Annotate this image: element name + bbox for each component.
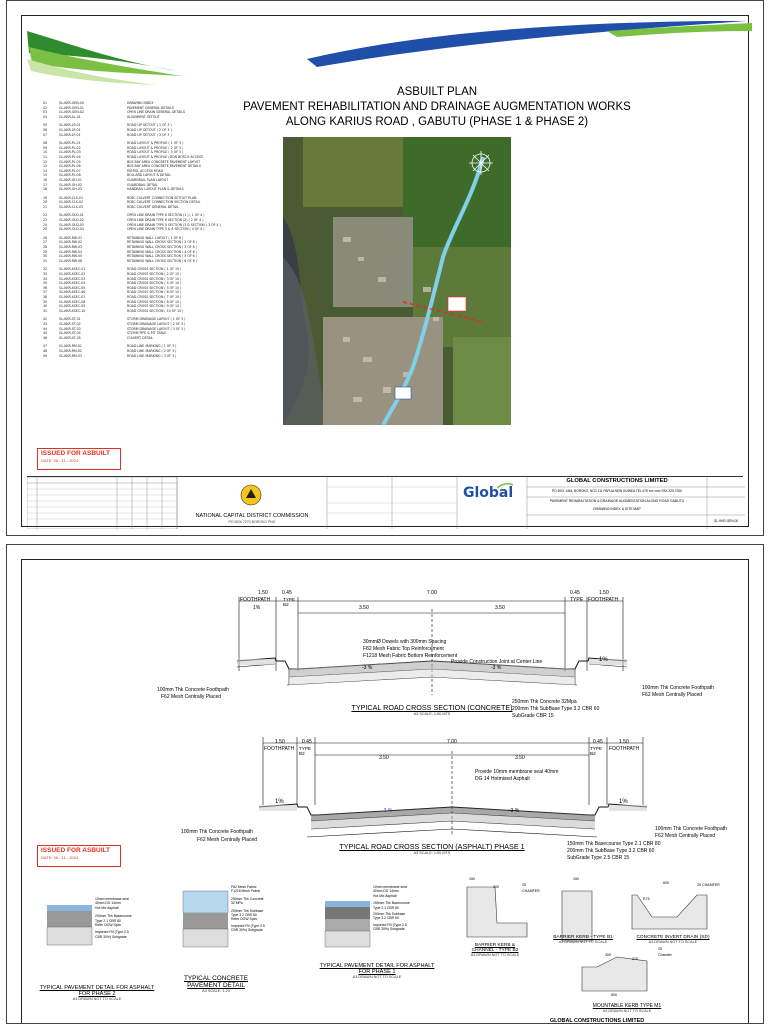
mountable-dim-300: 300 xyxy=(605,953,611,957)
index-number: 45 xyxy=(43,331,48,336)
index-code: GL-KKR-RW-04 xyxy=(59,249,83,254)
index-title: ROAD CROSS SECTION ( 8 OF 10 ) xyxy=(127,299,182,304)
project-title: PAVEMENT REHABILITATION & DRAINAGE AUGMENTATION ALONG ROAD GABUTU xyxy=(549,499,685,503)
asp-type-left: TYPE B2 xyxy=(299,746,311,756)
index-code: GL-KKR-GEN-02 xyxy=(59,110,84,115)
slope-right: 1% xyxy=(599,657,608,663)
asp-foothpath-right: FOOTHPATH xyxy=(609,746,640,752)
dim-kerb-left: 0.45 xyxy=(282,590,292,596)
index-code: GL-KKR-XSEC-03 xyxy=(59,276,86,281)
layer-subbase: 200mm Thk SubBase Type 3.2 CBR 60 xyxy=(512,706,600,712)
index-code: GL-KKR-PL-01 xyxy=(59,141,81,146)
index-title: STORM PIPE & PIT TABLE xyxy=(127,331,167,336)
layer-concrete: 250mm Thk Concrete 32Mpa xyxy=(512,699,577,705)
index-code: GL-KKR-CLS-01 xyxy=(59,195,83,200)
asp-layer-subgrade: SubGrade Type 2.5 CBR 15 xyxy=(567,855,630,861)
detail-kerb-b1-caption: BARRIER KERB - TYPE B1 A3 DRAWN NOT TO SCALE xyxy=(553,935,613,944)
index-number: 44 xyxy=(43,326,48,331)
index-title: ROAD CROSS SECTION ( 9 OF 10 ) xyxy=(127,304,182,309)
index-code: GL-KKR-RW-06 xyxy=(59,258,83,263)
asphalt-caption-title: TYPICAL ROAD CROSS SECTION (ASPHALT) PHASE 1 xyxy=(339,842,525,851)
title-block-grid xyxy=(27,477,745,529)
index-number: 30 xyxy=(43,254,48,259)
index-code: GL-KKR-XSEC-10 xyxy=(59,308,86,313)
invert-radius: R75 xyxy=(643,897,650,901)
index-title: RCBC CULVERT CONNECTION SETOUT PLAN xyxy=(127,195,197,200)
index-code: GL-KKR-OLD-01 xyxy=(59,213,84,218)
asp-dim-kerb-right: 0.45 xyxy=(593,739,603,745)
index-number: 22 xyxy=(43,213,48,218)
asp-dim-lane-left: 3.50 xyxy=(379,755,389,761)
title-line-3: ALONG KARIUS ROAD , GABUTU (PHASE 1 & PHASE 2) xyxy=(285,116,589,128)
issued-for-asbuilt-stamp xyxy=(37,448,121,470)
index-title: DRAWING INDEX xyxy=(127,101,154,105)
mountable-dim-600: 600 xyxy=(611,993,617,997)
index-title: ROAD CROSS SECTION ( 2 OF 10 ) xyxy=(127,272,182,276)
index-number: 23 xyxy=(43,218,48,223)
title-line-2: PAVEMENT REHABILITATION AND DRAINAGE AUGMENTATION WORKS xyxy=(243,101,631,113)
index-number: 49 xyxy=(43,353,48,358)
invert-chamfer: 25 CHAMFER xyxy=(697,883,720,887)
mountable-chamfer: Chamfer xyxy=(658,953,672,957)
asp-note-membrane: Provide 10mm membrane seal 40mm xyxy=(475,769,559,775)
detail-invert-drain-caption: CONCRETE INVERT DRAIN (SD) A3 DRAWN NOT TO SCALE xyxy=(636,935,710,944)
index-title: ROAD LINE MARKING ( 1 OF 3 ) xyxy=(127,344,177,349)
index-number: 14 xyxy=(43,168,48,173)
index-number: 38 xyxy=(43,294,48,299)
asp-note-asphalt: DG 14 Hotmixed Asphalt xyxy=(475,776,530,782)
concrete-caption-scale: A3 SCALE: 1:50 MTS xyxy=(413,712,451,716)
footer-contractor-name: GLOBAL CONSTRUCTIONS LIMITED xyxy=(549,1018,645,1024)
index-title: OPEN LINE DRAIN GENERAL DETAILS xyxy=(127,110,186,115)
index-number: 03 xyxy=(43,110,48,115)
kerb-b2-dim-150: 150 xyxy=(469,877,475,881)
commission-address: PO BOX 7270 BOROKO PNG xyxy=(228,520,276,524)
index-code: GL-KKR-RM-01 xyxy=(59,344,82,349)
layer-subgrade: SubGrade CBR 15 xyxy=(512,713,554,719)
asp-layer-subbase: 200mm Thk SubBase Type 3.2 CBR 60 xyxy=(567,848,655,854)
index-title: STORM DRAINAGE LAYOUT ( 3 OF 3 ) xyxy=(127,326,186,331)
cross-section-drawings xyxy=(7,545,764,1024)
asp-type-right: TYPE B2 xyxy=(590,746,602,756)
index-title: ROAD LAYOUT & PROFILE (DON BOSCO ACCESS xyxy=(127,154,204,159)
issued-for-asbuilt-stamp-2 xyxy=(37,845,121,867)
index-code: GL-KKR-ST-01 xyxy=(59,317,81,322)
foothpath-note-right-2: F62 Mesh Centrally Placed xyxy=(642,692,703,698)
foothpath-label-right: FOOTHPATH xyxy=(588,597,619,603)
concrete-caption-title: TYPICAL ROAD CROSS SECTION (CONCRETE) xyxy=(351,703,513,712)
invert-dim-600: 600 xyxy=(663,881,669,885)
asphalt-section-caption xyxy=(337,842,527,855)
index-number: 02 xyxy=(43,105,48,110)
index-title: ROAD LIP SETOUT ( 3 OF 3 ) xyxy=(127,132,172,137)
index-code: GL-KKR-XSEC-05 xyxy=(59,285,86,290)
index-number: 46 xyxy=(43,335,48,340)
index-number: 36 xyxy=(43,285,48,290)
index-code: GL-KKR-PL-02 xyxy=(59,145,81,150)
detail-3-notes: 10mm membrane seal 40mm DG 14mm Hot Mix Asphalt 150mm Thk Basecourse Type 2.1 CBR 80 200mm Thk Subbase Type 3.2 CBR 60 Imported Fill (Type 2.5 CBR 30%) Subgrade xyxy=(373,885,410,932)
index-title: ROAD LIP SETOUT ( 2 OF 3 ) xyxy=(127,127,172,132)
index-title: HANDRAIL LAYOUT PLAN & DETAILS xyxy=(127,187,184,192)
mountable-dim-25: 25 xyxy=(658,947,662,951)
index-number: 21 xyxy=(43,204,48,209)
detail-2-notes: F82 Mesh Fabric F1218 Mesh Fabric 250mm Thk Concrete 32 MPa 200mm Thk Subbase Type 3.2 CBR 60 Refer DOW Spec Imported Fill (Type 2.5 CBR 30%) Subgrade xyxy=(231,885,265,933)
index-number: 24 xyxy=(43,222,48,227)
detail-asphalt-phase2-caption: TYPICAL PAVEMENT DETAIL FOR ASPHALT FOR PHASE 2 A3 DRAWN NOT TO SCALE xyxy=(39,985,155,1001)
contractor-address: PO BOX 1464, BOROKO, NCD 111 PAPUA NEW GUINEA TEL 675 xxx xxxx FAX 325 3766 xyxy=(552,489,682,493)
index-code: GL-KKR-XSEC-02 xyxy=(59,272,86,276)
index-title: ALIGNMENT SETOUT xyxy=(127,114,160,119)
index-code: GL-KKR-PL-06 xyxy=(59,164,81,169)
index-number: 13 xyxy=(43,164,48,169)
index-number: 40 xyxy=(43,304,48,309)
index-code: GL-KKR-GEN-01 xyxy=(59,105,84,110)
index-title: ROAD LINE MARKING ( 3 OF 3 ) xyxy=(127,353,177,358)
index-code: GL-KKR-OLD-03 xyxy=(59,222,84,227)
index-number: 39 xyxy=(43,299,48,304)
dim-foot-right: 1.50 xyxy=(599,590,609,596)
dim-lane-left: 3.50 xyxy=(359,605,369,611)
note-construction-joint: Provide Construction Joint at Center Line xyxy=(451,659,543,665)
index-title: RETAINING WALL CROSS SECTION ( 5 OF 6 ) xyxy=(127,254,197,259)
stamp2-date-label: DATE: xyxy=(41,855,53,860)
index-number: 41 xyxy=(43,308,48,313)
index-number: 20 xyxy=(43,200,48,205)
asp-foothpath-note-left-2: F62 Mesh Centrally Placed xyxy=(197,837,258,843)
index-title: ROAD LAYOUT & PROFILE ( 3 OF 3 ) xyxy=(127,150,184,155)
index-code: GL-KKR-RW-01 xyxy=(59,235,83,240)
index-code: GL-KKR-RM-03 xyxy=(59,353,82,358)
index-title: RETAINING WALL CROSS SECTION ( 6 OF 6 ) xyxy=(127,258,197,263)
index-code: GL-KKR-XSEC-06 xyxy=(59,290,86,295)
index-code: GL-KKR-ST-05 xyxy=(59,335,81,340)
index-title: RCBC CULVERT GENERAL DETAIL xyxy=(127,204,179,209)
type-label-left: TYPE B2 xyxy=(283,597,295,607)
index-number: 15 xyxy=(43,173,48,178)
index-code: GL-KKR-PL-04 xyxy=(59,154,81,159)
index-code: GL-KKR-OLD-04 xyxy=(59,227,84,232)
title-block xyxy=(27,476,743,529)
index-title: RETAINING WALL CROSS SECTION ( 4 OF 6 ) xyxy=(127,249,197,254)
index-title: STORM DRAINAGE LAYOUT ( 2 OF 3 ) xyxy=(127,321,186,326)
index-title: OPEN LINE DRAIN TYPE 6 SECTION (1 ) ( 1 OF 4 ) xyxy=(127,213,205,218)
asp-slope-right: 1% xyxy=(619,799,628,805)
index-title: ROAD LIP SETOUT ( 1 OF 3 ) xyxy=(127,123,172,128)
index-number: 17 xyxy=(43,182,48,187)
index-code: GL-KKR-PL-07 xyxy=(59,168,81,173)
foothpath-note-right-1: 100mm Thk Concrete Foothpath xyxy=(642,685,714,691)
detail-1-notes: 10mm membrane seal 40mm DG 14mm Hot Mix Asphalt 200mm Thk Basecourse Type 2.1 CBR 80 Refer DOW Spec Imported Fill (Type 2.5 CBR 30%) Subgrade xyxy=(95,897,132,939)
crossfall-right: -3 % xyxy=(491,665,502,671)
index-title: PAVEMENT GENERAL DETAILS xyxy=(127,105,175,110)
index-code: GL-KKR-PL-03 xyxy=(59,150,81,155)
index-code: GL-KKR-ST-03 xyxy=(59,326,81,331)
kerb-b1-dim-150: 150 xyxy=(573,877,579,881)
index-title: BUS BAY AREA CONCRETE PAVEMENT DETAILS xyxy=(127,164,201,169)
kerb-b2-dim-25: 25 xyxy=(522,883,526,887)
index-title: OPEN LINE DRAIN TYPE 6 SECTION (2) ( 2 OF 4 ) xyxy=(127,218,204,223)
index-number: 28 xyxy=(43,245,48,250)
kerb-b2-dim-300: 300 xyxy=(493,885,499,889)
drawing-sheet-pavement-details xyxy=(6,544,764,1024)
asphalt-caption-scale: A3 SCALE: 1:50 MTS xyxy=(413,851,451,855)
index-title: BUS BAY AREA CONCRETE PAVEMENT LAYOUT xyxy=(127,159,201,164)
detail-concrete-caption: TYPICAL CONCRETE PAVEMENT DETAIL A3 SCALE: 1:20 xyxy=(183,975,249,993)
index-number: 35 xyxy=(43,281,48,286)
index-title: OPEN LINE DRAIN TYPE 5 SECTION (3 & SECTION ( 3 OF 4 ) xyxy=(127,222,221,227)
index-title: ROAD CROSS SECTION ( 1 OF 10 ) xyxy=(127,267,182,272)
asp-foothpath-note-right-1: 100mm Thk Concrete Foothpath xyxy=(655,826,727,832)
asp-foothpath-left: FOOTHPATH xyxy=(264,746,295,752)
index-title: ROAD CROSS SECTION ( 5 OF 10 ) xyxy=(127,285,182,290)
index-number: 05 xyxy=(43,123,48,128)
contractor-name: GLOBAL CONSTRUCTIONS LIMITED xyxy=(566,478,668,484)
global-logo: Global xyxy=(463,485,514,501)
index-code: GL-KKR-XSEC-08 xyxy=(59,299,86,304)
dim-lane-right: 3.50 xyxy=(495,605,505,611)
index-code: GL-KKR-AL-01 xyxy=(59,114,81,119)
index-title: RETAINING WALL CROSS SECTION ( 2 OF 6 ) xyxy=(127,240,197,245)
index-code: GL-KKR-GH-03 xyxy=(59,187,82,192)
index-code: GL-KKR-CLS-03 xyxy=(59,204,83,209)
detail-mountable-kerb-caption: MOUNTABLE KERB TYPE M1 A3 DRAWN NOT TO SCALE xyxy=(592,1003,662,1013)
index-code: GL-KKR-XSEC-07 xyxy=(59,294,86,299)
index-title: OPEN LINE DRAIN TYPE 5 & 6 SECTION ( 4 OF 4 ) xyxy=(127,227,205,232)
sheet-title xyxy=(217,85,657,130)
commission-name: NATIONAL CAPITAL DISTRICT COMMISSION xyxy=(195,513,309,519)
index-code: GL-KKR-RW-03 xyxy=(59,245,83,250)
asp-crossfall-left: -3 % xyxy=(382,808,393,814)
index-row xyxy=(43,227,221,232)
drawing-sheet-index xyxy=(6,0,764,536)
index-title: ROAD LINE MARKING ( 2 OF 3 ) xyxy=(127,348,177,353)
index-title: GUARDRAIL DETAIL xyxy=(127,182,158,187)
index-code: GL-KKR-LP-01 xyxy=(59,123,81,128)
index-code: GL-KKR-XSEC-01 xyxy=(59,267,86,272)
stamp2-date: 06 - 11 - 2024 xyxy=(53,855,79,860)
asp-dim-carriageway: 7.00 xyxy=(447,739,457,745)
index-code: GL-KKR-PL-05 xyxy=(59,159,81,164)
concrete-section-caption xyxy=(347,703,517,716)
index-number: 06 xyxy=(43,127,48,132)
index-number: 32 xyxy=(43,267,48,272)
note-bottom-mesh: F1218 Mesh Fabric Bottom Reinforcement xyxy=(363,653,458,659)
index-title: ROAD LAYOUT & PROFILE ( 1 OF 3 ) xyxy=(127,141,184,146)
index-code: GL-KKR-CLS-02 xyxy=(59,200,83,205)
index-number: 31 xyxy=(43,258,48,263)
aerial-site-map xyxy=(283,137,511,425)
index-title: ROAD LAYOUT & PROFILE ( 2 OF 3 ) xyxy=(127,145,184,150)
index-title: RETAINING WALL LAYOUT ( 1 OF 6 ) xyxy=(127,235,184,240)
index-code: GL-KKR-PL-08 xyxy=(59,173,81,178)
index-number: 34 xyxy=(43,276,48,281)
index-title: PATROL ACCESS ROAD xyxy=(127,168,164,173)
index-number: 33 xyxy=(43,272,48,276)
index-number: 42 xyxy=(43,317,48,322)
asp-dim-kerb-left: 0.45 xyxy=(302,739,312,745)
index-code: GL-KKR-GEN-00 xyxy=(59,101,84,105)
index-code: GL-KKR-RW-05 xyxy=(59,254,83,259)
index-title: BOLLARD LAYOUT & DETAIL xyxy=(127,173,172,178)
index-number: 12 xyxy=(43,159,48,164)
index-title: STORM DRAINAGE LAYOUT ( 1 OF 3 ) xyxy=(127,317,186,322)
sheet-name: DRAWING INDEX & SITE MAP xyxy=(593,507,641,511)
asp-crossfall-right: -3 % xyxy=(509,808,520,814)
ncdc-emblem-icon xyxy=(240,484,262,506)
dim-carriageway: 7.00 xyxy=(427,590,437,596)
stamp-date-label: DATE: xyxy=(41,458,53,463)
index-title: ROAD CROSS SECTION ( 7 OF 10 ) xyxy=(127,294,182,299)
index-code: GL-KKR-GH-01 xyxy=(59,177,82,182)
index-title: ROAD CROSS SECTION ( 10 OF 10 ) xyxy=(127,308,184,313)
index-title: ROAD CROSS SECTION ( 6 OF 10 ) xyxy=(127,290,182,295)
detail-kerb-b2-caption: BARRIER KERB & CHANNEL - TYPE B2 A3 DRAWN NOT TO SCALE xyxy=(470,943,520,957)
asp-foothpath-note-right-2: F62 Mesh Centrally Placed xyxy=(655,833,716,839)
index-row xyxy=(43,354,221,359)
detail-asphalt-phase1-caption: TYPICAL PAVEMENT DETAIL FOR ASPHALT FOR PHASE 1 A3 DRAWN NOT TO SCALE xyxy=(319,963,435,979)
index-number: 43 xyxy=(43,321,48,326)
foothpath-label-left: FOOTHPATH xyxy=(240,597,271,603)
index-title: ROAD CROSS SECTION ( 4 OF 10 ) xyxy=(127,281,182,286)
asp-slope-left: 1% xyxy=(275,799,284,805)
index-code: GL-KKR-LP-01 xyxy=(59,132,81,137)
index-title: RCBC CULVERT CONNECTION SECTION DETAIL xyxy=(127,200,201,205)
index-number: 25 xyxy=(43,227,48,232)
index-title: GUARDRAIL PLAN LAYOUT xyxy=(127,177,169,182)
index-title: RETAINING WALL CROSS SECTION ( 3 OF 6 ) xyxy=(127,245,197,250)
dim-kerb-right: 0.45 xyxy=(570,590,580,596)
index-code: GL-KKR-ST-02 xyxy=(59,321,81,326)
crossfall-left: -3 % xyxy=(362,665,373,671)
stamp2-heading: ISSUED FOR ASBUILT xyxy=(41,847,110,854)
index-row xyxy=(43,259,221,264)
type-label-right: TYPE xyxy=(570,597,584,603)
index-number: 18 xyxy=(43,187,48,192)
note-top-mesh: F82 Mesh Fabric Top Reinforcement xyxy=(363,646,444,652)
index-number: 09 xyxy=(43,145,48,150)
index-number: 10 xyxy=(43,150,48,155)
index-code: GL-KKR-XSEC-09 xyxy=(59,304,86,309)
index-number: 29 xyxy=(43,249,48,254)
drawing-index-list xyxy=(43,101,221,358)
index-code: GL-KKR-LP-01 xyxy=(59,127,81,132)
index-code: GL-KKR-GH-02 xyxy=(59,182,82,187)
foothpath-note-left-1: 100mm Thk Concrete Foothpath xyxy=(157,687,229,693)
index-title: ROAD CROSS SECTION ( 3 OF 10 ) xyxy=(127,276,182,281)
asp-dim-foot-left: 1.50 xyxy=(275,739,285,745)
index-code: GL-KKR-ST-04 xyxy=(59,331,81,336)
asp-foothpath-note-left-1: 100mm Thk Concrete Foothpath xyxy=(181,829,253,835)
index-number: 48 xyxy=(43,348,48,353)
index-number: 37 xyxy=(43,290,48,295)
index-number: 26 xyxy=(43,235,48,240)
index-number: 07 xyxy=(43,132,48,137)
asp-dim-foot-right: 1.50 xyxy=(619,739,629,745)
title-line-1: ASBUILT PLAN xyxy=(396,86,478,98)
index-number: 47 xyxy=(43,344,48,349)
index-title: CULVERT DETAIL xyxy=(127,335,154,340)
kerb-b2-chamfer: CHAMFER xyxy=(522,889,540,893)
slope-left: 1% xyxy=(253,605,261,611)
drawing-number: GL-KKR-GEN-00 xyxy=(713,519,739,523)
index-code: GL-KKR-OLD-02 xyxy=(59,218,84,223)
dim-foot-left: 1.50 xyxy=(258,590,268,596)
aerial-photo-illustration xyxy=(283,137,511,425)
index-number: 11 xyxy=(43,154,48,159)
index-number: 27 xyxy=(43,240,48,245)
index-code: GL-KKR-RW-02 xyxy=(59,240,83,245)
index-number: 04 xyxy=(43,114,48,119)
index-number: 08 xyxy=(43,141,48,146)
index-number: 16 xyxy=(43,177,48,182)
note-dowels: 30mmØ Dowels with 300mm Spacing xyxy=(363,639,447,645)
stamp-heading: ISSUED FOR ASBUILT xyxy=(41,450,110,457)
mountable-dim-270: 270 xyxy=(632,957,638,961)
index-number: 19 xyxy=(43,195,48,200)
foothpath-note-left-2: F62 Mesh Centrally Placed xyxy=(161,694,222,700)
global-logo-swoosh xyxy=(497,483,513,489)
stamp-date: 06 - 11 - 2024 xyxy=(53,458,79,463)
index-code: GL-KKR-XSEC-04 xyxy=(59,281,86,286)
index-number: 01 xyxy=(43,101,48,105)
index-code: GL-KKR-RM-02 xyxy=(59,348,82,353)
asp-dim-lane-right: 3.50 xyxy=(515,755,525,761)
asp-layer-basecourse: 150mm Thk Basecourse Type 2.1 CBR 80 xyxy=(567,841,661,847)
